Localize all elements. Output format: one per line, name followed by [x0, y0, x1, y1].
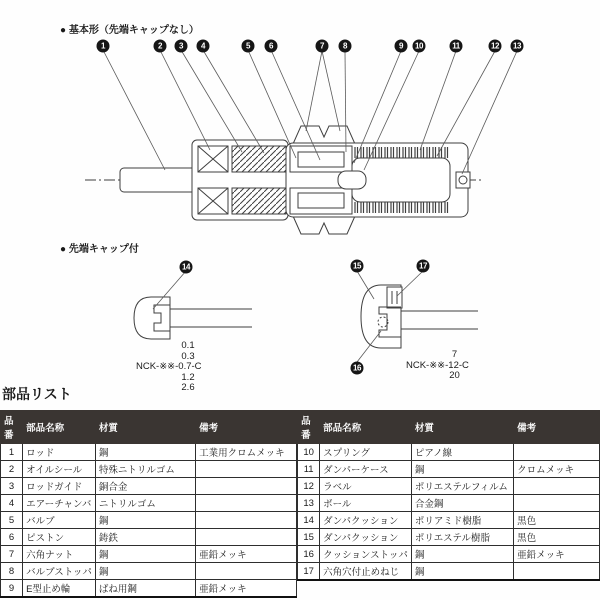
capped-right-drawing — [357, 271, 478, 362]
parts-table-left — [0, 410, 297, 598]
cell-part-no: 3 — [1, 478, 23, 495]
callout-4: 4 — [197, 40, 210, 53]
cell-part-name: ダンパクッション — [320, 529, 412, 546]
cell-material: 鋳鉄 — [95, 529, 195, 546]
parts-list-tables — [0, 410, 600, 598]
cell-part-no: 9 — [1, 580, 23, 598]
header-material: 材質 — [95, 411, 195, 444]
callout-1: 1 — [97, 40, 110, 53]
model-number: NCK-※※-12-C — [406, 359, 469, 371]
header-part-name: 部品名称 — [23, 411, 96, 444]
cell-part-no: 4 — [1, 495, 23, 512]
cell-part-no: 6 — [1, 529, 23, 546]
table-row — [298, 546, 600, 563]
callout-14: 14 — [180, 261, 193, 274]
model-variant-left — [136, 341, 240, 394]
cell-note: 黒色 — [514, 512, 600, 529]
cell-material: 鋼 — [95, 512, 195, 529]
cell-part-name: ダンパクッション — [320, 512, 412, 529]
cell-part-no: 17 — [298, 563, 320, 581]
hex-nut-bottom — [293, 216, 355, 234]
callout-10: 10 — [413, 40, 426, 53]
cell-part-no: 1 — [1, 444, 23, 461]
cell-note — [196, 478, 297, 495]
table-row — [1, 563, 297, 580]
callout-17: 17 — [417, 260, 430, 273]
cap-outline — [134, 297, 170, 339]
table-row — [1, 512, 297, 529]
callout-11: 11 — [450, 40, 463, 53]
header-note: 備考 — [514, 411, 600, 444]
capped-section-label: ● 先端キャップ付 — [60, 244, 139, 255]
cell-part-name: ダンパーケース — [320, 461, 412, 478]
cell-note: 亜鉛メッキ — [196, 546, 297, 563]
cell-part-name: ボール — [320, 495, 412, 512]
table-row — [1, 495, 297, 512]
cell-part-no: 7 — [1, 546, 23, 563]
model-variant-right — [402, 350, 506, 382]
cell-part-name: バルブストッパ — [23, 563, 96, 580]
cell-part-name: ピストン — [23, 529, 96, 546]
callout-9: 9 — [395, 40, 408, 53]
table-row — [298, 461, 600, 478]
callout-6: 6 — [265, 40, 278, 53]
header-note: 備考 — [196, 411, 297, 444]
cell-note — [196, 529, 297, 546]
cell-part-name: 六角ナット — [23, 546, 96, 563]
table-row — [1, 580, 297, 598]
header-part-no: 品番 — [1, 411, 23, 444]
cell-note — [514, 444, 600, 461]
rod — [120, 168, 198, 192]
cell-part-no: 14 — [298, 512, 320, 529]
cell-note — [514, 563, 600, 581]
cell-material: 鋼 — [95, 546, 195, 563]
callout-13: 13 — [511, 40, 524, 53]
header-part-name: 部品名称 — [320, 411, 412, 444]
cell-material: 合金鋼 — [411, 495, 513, 512]
cell-part-no: 12 — [298, 478, 320, 495]
table-row — [298, 529, 600, 546]
cell-part-name: E型止め輪 — [23, 580, 96, 598]
cell-part-no: 16 — [298, 546, 320, 563]
model-number: NCK-※※-0.7-C — [136, 361, 202, 372]
table-row — [1, 444, 297, 461]
cell-part-no: 5 — [1, 512, 23, 529]
cell-material: 鋼 — [411, 461, 513, 478]
cell-note: 亜鉛メッキ — [514, 546, 600, 563]
cell-material: 鋼 — [411, 546, 513, 563]
cell-material: ピアノ線 — [411, 444, 513, 461]
parts-list-title: 部品リスト — [2, 386, 72, 402]
callout-7: 7 — [316, 40, 329, 53]
cell-material: 鋼 — [95, 444, 195, 461]
cell-material: 銅合金 — [95, 478, 195, 495]
cell-note: 亜鉛メッキ — [196, 580, 297, 598]
cell-part-name: バルブ — [23, 512, 96, 529]
table-row — [298, 563, 600, 581]
basic-section-label: ● 基本形（先端キャップなし） — [60, 25, 199, 36]
header-part-no: 品番 — [298, 411, 320, 444]
cell-material: ニトリルゴム — [95, 495, 195, 512]
cell-note — [514, 478, 600, 495]
capped-left-drawing — [134, 271, 252, 339]
cell-part-name: ロッド — [23, 444, 96, 461]
cell-material: 鋼 — [411, 563, 513, 581]
parts-table-right — [297, 410, 600, 581]
cell-part-name: オイルシール — [23, 461, 96, 478]
cell-note — [196, 563, 297, 580]
cell-material: ばね用鋼 — [95, 580, 195, 598]
rod-tip — [338, 171, 366, 189]
ball — [456, 172, 470, 188]
cell-part-no: 13 — [298, 495, 320, 512]
cell-note — [196, 512, 297, 529]
basic-form-drawing — [85, 50, 517, 234]
cell-material: ポリエステルフィルム — [411, 478, 513, 495]
cell-note — [196, 461, 297, 478]
cell-part-name: エアーチャンバ — [23, 495, 96, 512]
table-row — [1, 478, 297, 495]
cell-part-name: スプリング — [320, 444, 412, 461]
cell-material: ポリアミド樹脂 — [411, 512, 513, 529]
callout-8: 8 — [339, 40, 352, 53]
cell-part-name: クッションストッパ — [320, 546, 412, 563]
set-screw — [387, 287, 402, 308]
table-row — [1, 529, 297, 546]
callout-3: 3 — [175, 40, 188, 53]
cell-note — [514, 495, 600, 512]
table-header-row — [1, 411, 297, 444]
cell-part-name: ラベル — [320, 478, 412, 495]
cell-part-no: 15 — [298, 529, 320, 546]
callout-2: 2 — [154, 40, 167, 53]
callout-5: 5 — [242, 40, 255, 53]
stroke-option: 0.3 — [181, 350, 195, 362]
header-material: 材質 — [411, 411, 513, 444]
cell-material: 特殊ニトリルゴム — [95, 461, 195, 478]
callout-12: 12 — [489, 40, 502, 53]
table-row — [298, 444, 600, 461]
cell-part-no: 10 — [298, 444, 320, 461]
cell-part-name: 六角穴付止めねじ — [320, 563, 412, 581]
callout-15: 15 — [351, 260, 364, 273]
stroke-option: 1.2 — [181, 371, 195, 383]
cell-note — [196, 495, 297, 512]
cell-material: 鋼 — [95, 563, 195, 580]
cell-note: 黒色 — [514, 529, 600, 546]
stroke-option: 7 — [451, 349, 458, 360]
table-row — [1, 546, 297, 563]
cell-part-name: ロッドガイド — [23, 478, 96, 495]
cell-note: クロムメッキ — [514, 461, 600, 478]
cell-material: ポリエステル樹脂 — [411, 529, 513, 546]
cell-part-no: 11 — [298, 461, 320, 478]
table-row — [298, 495, 600, 512]
cell-part-no: 8 — [1, 563, 23, 580]
stroke-option: 2.6 — [181, 382, 195, 393]
stroke-option: 20 — [449, 370, 460, 381]
cell-note: 工業用クロムメッキ — [196, 444, 297, 461]
cell-part-no: 2 — [1, 461, 23, 478]
table-header-row — [298, 411, 600, 444]
table-row — [298, 478, 600, 495]
table-row — [1, 461, 297, 478]
stroke-option: 0.1 — [181, 340, 195, 351]
callout-16: 16 — [351, 362, 364, 375]
table-row — [298, 512, 600, 529]
